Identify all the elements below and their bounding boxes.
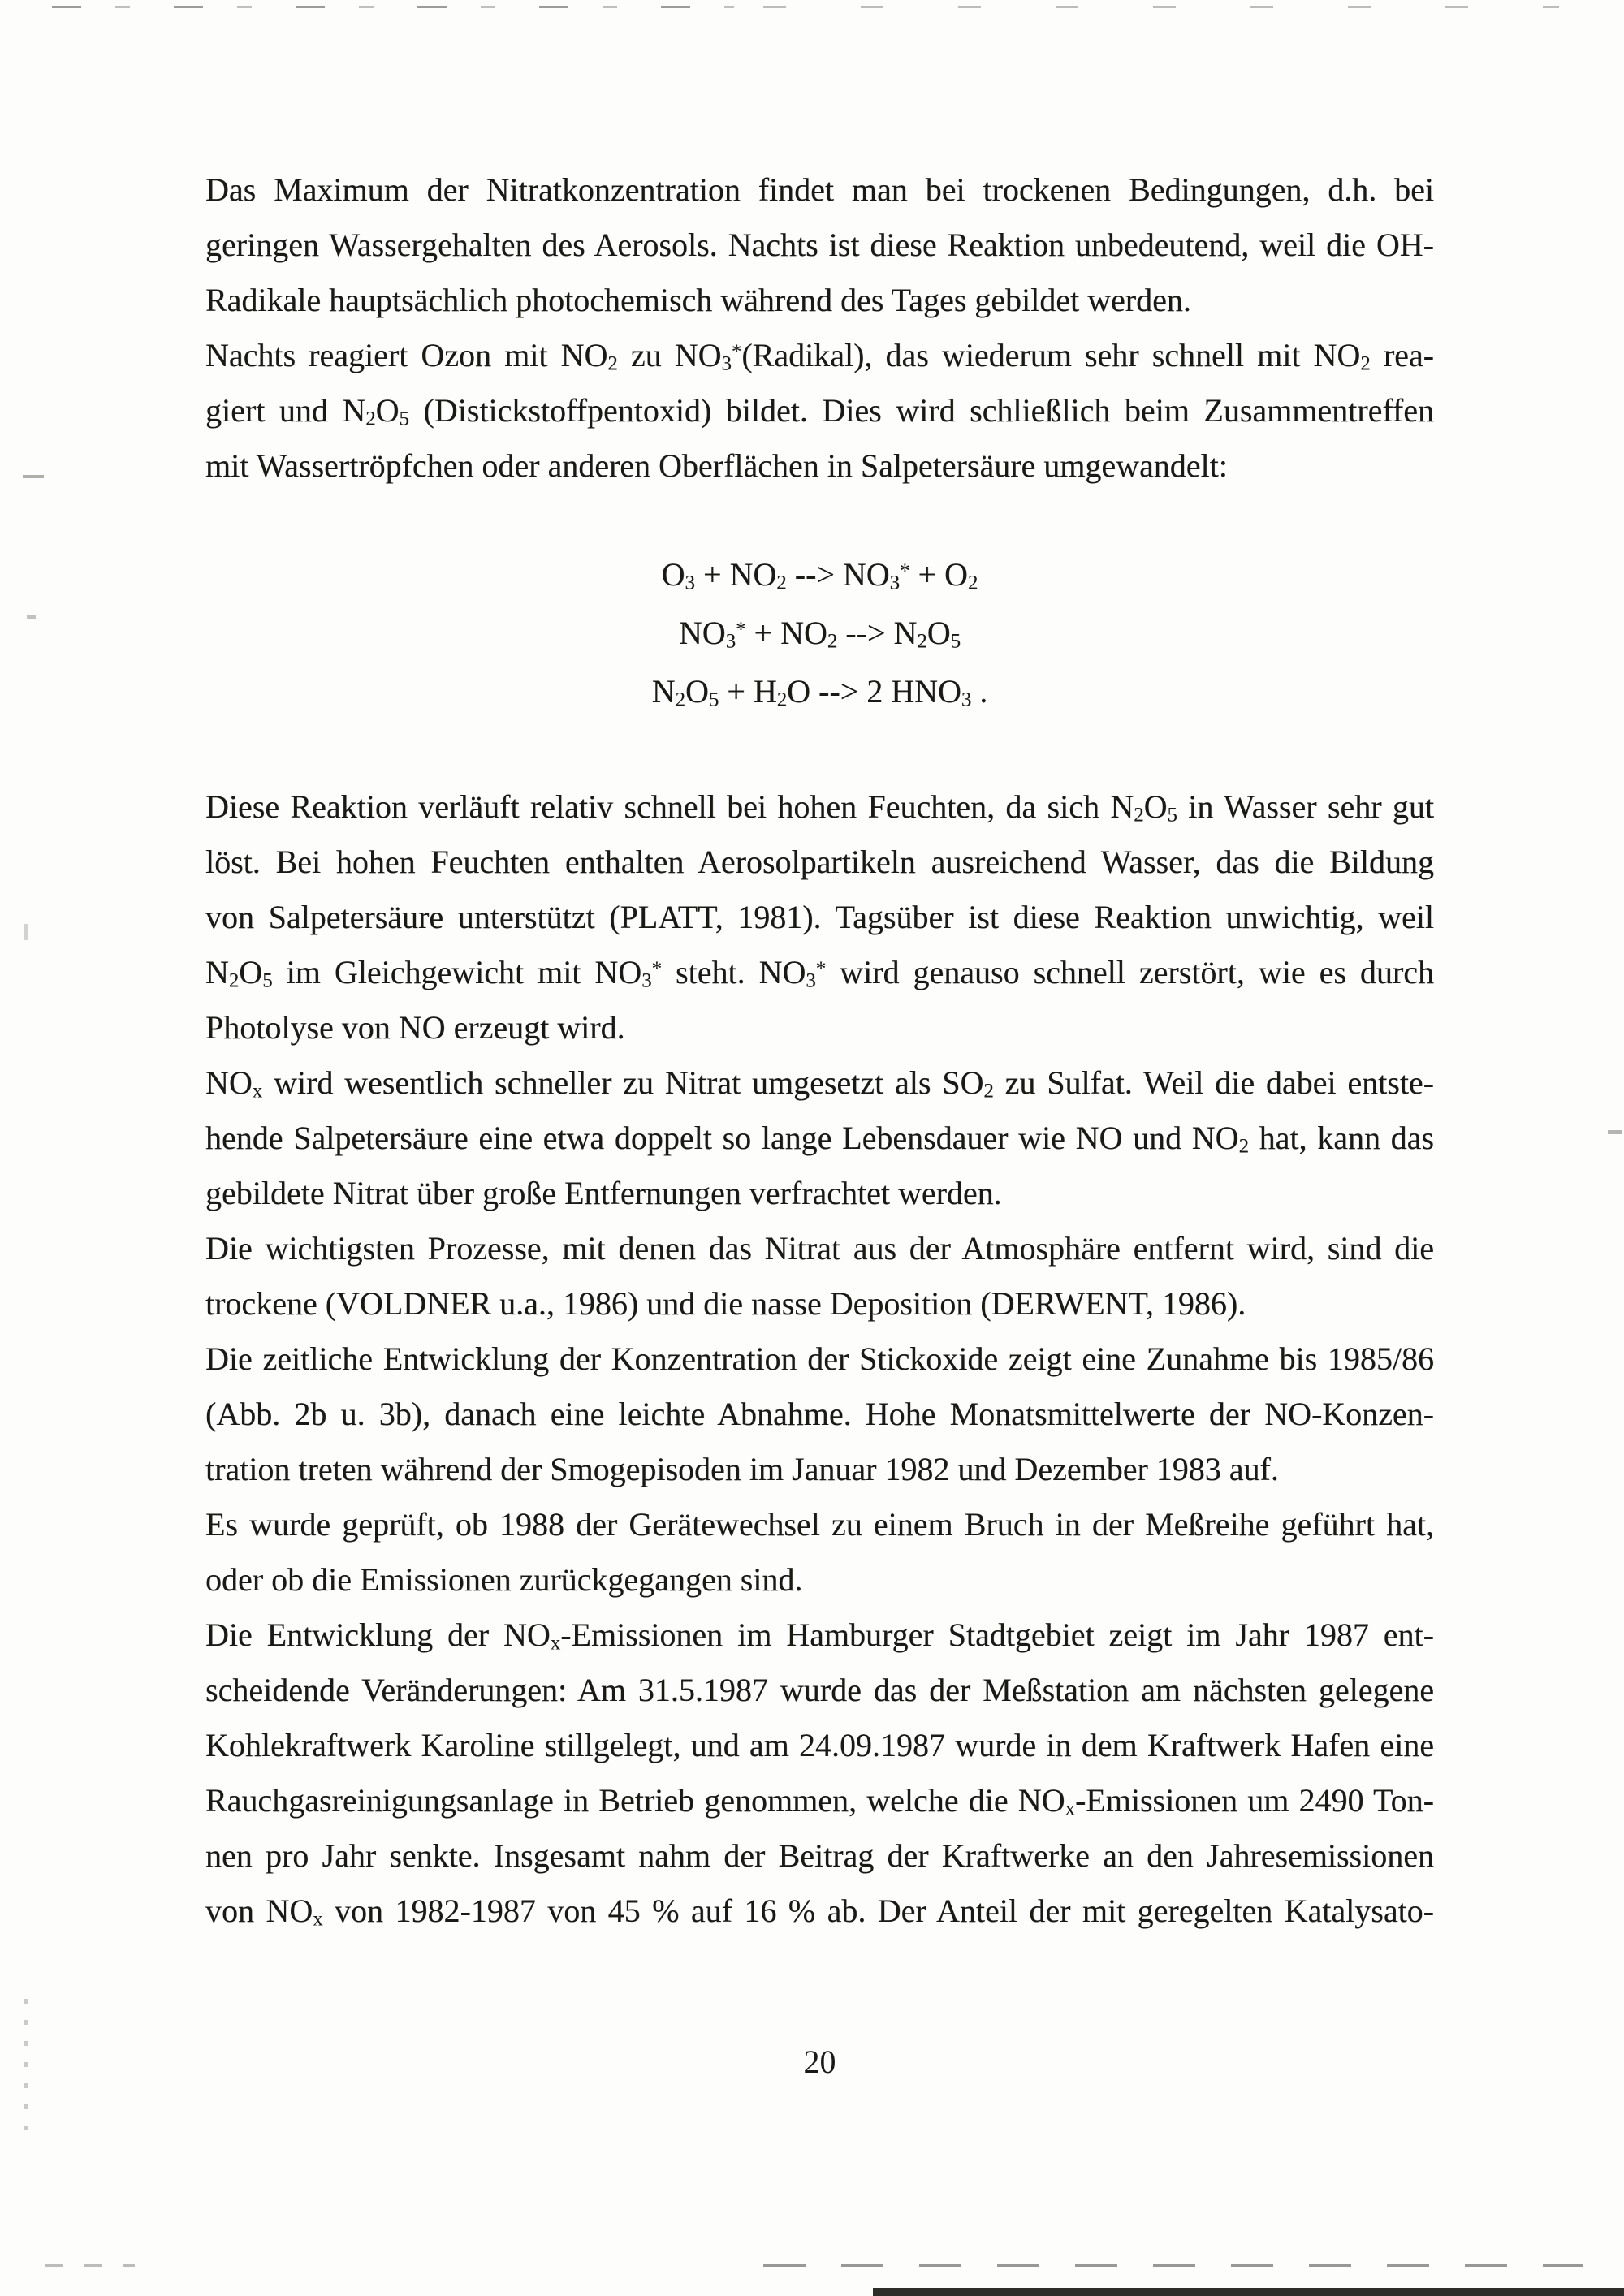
text-line: Die zeitliche Entwicklung der Konzentration der Stickoxide zeigt eine Zunahme bis 1985/86	[205, 1340, 1434, 1377]
text-line: Die wichtigsten Prozesse, mit denen das Nitrat aus der Atmosphäre entfernt wird, sind die	[205, 1230, 1434, 1267]
text-line: Das Maximum der Nitratkonzentration findet man bei trockenen Bedingungen, d.h. bei	[205, 171, 1434, 208]
text-line: Die Entwicklung der $NO_x$-Emissionen im Hamburger Stadtgebiet zeigt im Jahr 1987 ent-	[205, 1616, 1434, 1655]
text-line: geringen Wassergehalten des Aerosols. Nachts ist diese Reaktion unbedeutend, weil die OH-	[205, 227, 1434, 263]
text-line: $NO_x$ wird wesentlich schneller zu Nitrat umgesetzt als $SO_2$ zu Sulfat. Weil die dabei entste-	[205, 1064, 1435, 1103]
scan-artifact-top-edge-right	[763, 6, 1559, 8]
text-line: oder ob die Emissionen zurückgegangen sind.	[205, 1561, 803, 1598]
text-line: $N_2O_5$ im Gleichgewicht mit $NO_3^*$ steht. $NO_3^*$ wird genauso schnell zerstört, wie es durch	[205, 954, 1434, 992]
scan-artifact-top-edge-left	[52, 6, 734, 8]
paragraph-9	[205, 1608, 1434, 1939]
paragraph-7	[205, 1331, 1434, 1497]
equation-line: $N_2O_5 + H_2O$ --> 2 $HNO_3$ .	[651, 673, 988, 711]
paragraph-4	[205, 779, 1434, 1055]
text-line: Es wurde geprüft, ob 1988 der Gerätewechsel zu einem Bruch in der Meßreihe geführt hat,	[205, 1506, 1434, 1543]
text-line: scheidende Veränderungen: Am 31.5.1987 wurde das der Meßstation am nächsten gelegene	[205, 1672, 1434, 1708]
paragraph-2	[205, 328, 1434, 494]
scan-artifact-speck	[24, 1999, 28, 2145]
text-line: von Salpetersäure unterstützt (PLATT, 1981). Tagsüber ist diese Reaktion unwichtig, weil	[205, 899, 1434, 935]
text-line: Kohlekraftwerk Karoline stillgelegt, und am 24.09.1987 wurde in dem Kraftwerk Hafen eine	[205, 1727, 1434, 1763]
scan-artifact-speck	[27, 615, 36, 619]
paragraph-5	[205, 1055, 1434, 1221]
text-block	[205, 162, 1434, 1939]
scan-artifact-bottom-left-dash	[45, 2264, 135, 2267]
text-line: löst. Bei hohen Feuchten enthalten Aerosolpartikeln ausreichend Wasser, das die Bildung	[205, 844, 1434, 880]
page-number: 20	[803, 2044, 836, 2080]
text-line: Nachts reagiert Ozon mit $NO_2$ zu $NO_3^*(Radikal)$, das wiederum sehr schnell mit $NO_2$ rea-	[205, 337, 1434, 375]
text-line: tration treten während der Smogepisoden im Januar 1982 und Dezember 1983 auf.	[205, 1451, 1279, 1487]
text-line: Diese Reaktion verläuft relativ schnell bei hohen Feuchten, da sich $N_2O_5$ in Wasser sehr gut	[205, 788, 1435, 826]
text-line: trockene (VOLDNER u.a., 1986) und die nasse Deposition (DERWENT, 1986).	[205, 1285, 1246, 1322]
text-line: (Abb. 2b u. 3b), danach eine leichte Abnahme. Hohe Monatsmittelwerte der NO-Konzen-	[205, 1396, 1434, 1432]
text-line: von $NO_x$ von 1982-1987 von 45 % auf 16 % ab. Der Anteil der mit geregelten Katalysato-	[205, 1892, 1435, 1931]
text-line: Photolyse von NO erzeugt wird.	[205, 1009, 625, 1046]
text-line: Rauchgasreinigungsanlage in Betrieb genommen, welche die $NO_x$-Emissionen um 2490 Ton-	[205, 1782, 1434, 1820]
equation-line: $O_3 + NO_2$ --> $NO_3^* + O_2$	[661, 556, 978, 594]
scan-artifact-speck	[24, 924, 28, 940]
text-line: mit Wassertröpfchen oder anderen Oberflächen in Salpetersäure umgewandelt:	[205, 447, 1228, 484]
text-line: giert und $N_2O_5$ (Distickstoffpentoxid) bildet. Dies wird schließlich beim Zusammentreffen	[205, 392, 1435, 430]
scan-artifact-speck	[23, 475, 44, 478]
equation-line: $NO_3^* + NO_2$ --> $N_2O_5$	[678, 615, 961, 653]
paragraph-8	[205, 1497, 1434, 1608]
equation-block	[205, 546, 1434, 721]
paragraph-6	[205, 1221, 1434, 1331]
text-line: Radikale hauptsächlich photochemisch während des Tages gebildet werden.	[205, 282, 1191, 318]
scan-artifact-speck	[1608, 1130, 1622, 1134]
text-line: gebildete Nitrat über große Entfernungen verfrachtet werden.	[205, 1175, 1002, 1211]
scan-artifact-bottom-dashes	[763, 2264, 1583, 2267]
text-line: hende Salpetersäure eine etwa doppelt so lange Lebensdauer wie NO und $NO_2$ hat, kann das	[205, 1120, 1434, 1158]
paragraph-1	[205, 162, 1434, 328]
text-line: nen pro Jahr senkte. Insgesamt nahm der Beitrag der Kraftwerke an den Jahresemissionen	[205, 1837, 1434, 1874]
scan-artifact-bottom-strip	[873, 2288, 1624, 2296]
